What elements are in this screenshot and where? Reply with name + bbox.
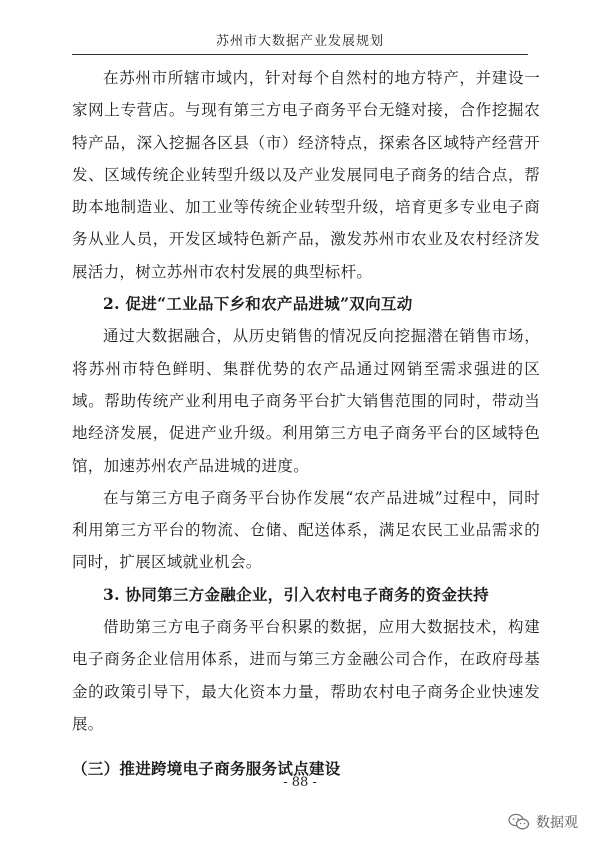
section-heading-3: （三）推进跨境电子商务服务试点建设 bbox=[72, 759, 341, 779]
document-body bbox=[72, 62, 540, 786]
heading-3: 3. 协同第三方金融企业，引入农村电子商务的资金扶持 bbox=[103, 584, 489, 604]
header-rule bbox=[72, 54, 528, 55]
wechat-icon bbox=[508, 813, 530, 831]
heading-2: 2. 促进“工业品下乡和农产品进城”双向互动 bbox=[103, 294, 413, 314]
paragraph-4: 借助第三方电子商务平台积累的数据，应用大数据技术，构建电子商务企业信用体系，进而与第三方金融公司合作，在政府母基金的政策引导下，最大化资本力量，帮助农村电子商务企业快速发展。 bbox=[72, 618, 540, 733]
watermark-label: 数据观 bbox=[536, 815, 578, 831]
watermark bbox=[508, 812, 578, 832]
page-header: 苏州市大数据产业发展规划 bbox=[215, 34, 384, 49]
page-number: - 88 - bbox=[283, 775, 317, 790]
paragraph-3: 在与第三方电子商务平台协作发展“农产品进城”过程中，同时利用第三方平台的物流、仓储、配送体系，满足农民工业品需求的同时，扩展区域就业机会。 bbox=[72, 488, 540, 572]
paragraph-2: 通过大数据融合，从历史销售的情况反向挖掘潜在销售市场，将苏州市特色鲜明、集群优势的农产品通过网销至需求强进的区域。帮助传统产业利用电子商务平台扩大销售范围的同时，带动当地经济发展，促进产业升级。利用第三方电子商务平台的区域特色馆，加速苏州农产品进城的进度。 bbox=[72, 327, 540, 475]
paragraph-1: 在苏州市所辖市域内，针对每个自然村的地方特产，并建设一家网上专营店。与现有第三方电子商务平台无缝对接，合作挖掘农特产品，深入挖掘各区县（市）经济特点，探索各区域特产经营开发、区域传统企业转型升级以及产业发展同电子商务的结合点，帮助本地制造业、加工业等传统企业转型升级，培育更多专业电子商务从业人员，开发区域特色新产品，激发苏州市农业及农村经济发展活力，树立苏州市农村发展的典型标杆。 bbox=[72, 69, 540, 281]
